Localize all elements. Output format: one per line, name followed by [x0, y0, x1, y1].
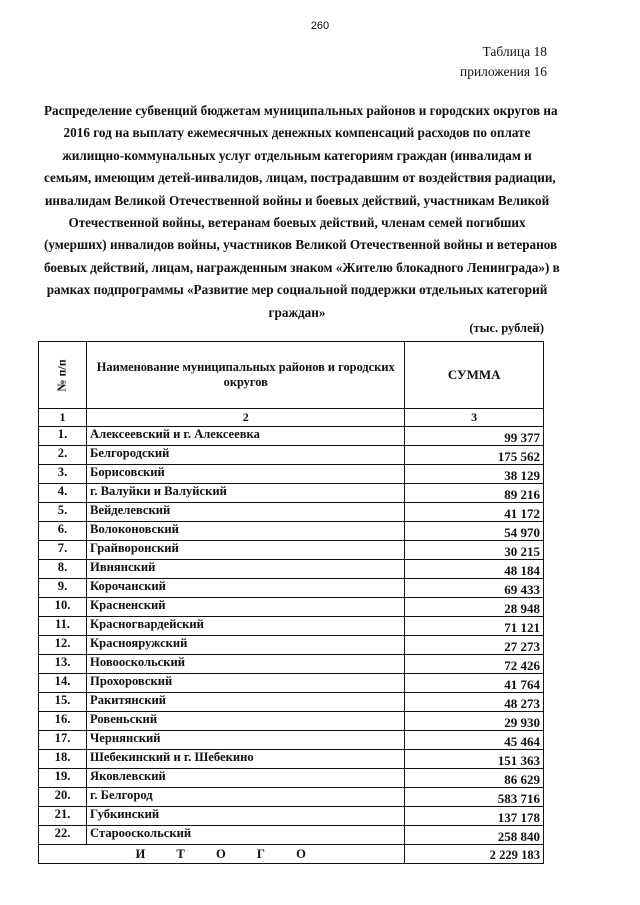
row-number: 11. [39, 617, 87, 636]
row-sum: 48 273 [405, 693, 544, 712]
title-line: Отечественной войны, ветеранам боевых действий, членам семей погибших [68, 215, 526, 231]
row-name: г. Белгород [87, 788, 405, 807]
row-name: Прохоровский [87, 674, 405, 693]
table-row [39, 674, 544, 693]
units-label: (тыс. рублей) [469, 321, 544, 335]
column-number-row [39, 409, 544, 427]
table-row [39, 579, 544, 598]
row-sum: 41 764 [405, 674, 544, 693]
row-sum: 71 121 [405, 617, 544, 636]
title-line: граждан» [268, 304, 326, 320]
row-name: Новооскольский [87, 655, 405, 674]
table-row [39, 465, 544, 484]
row-name: Старооскольский [87, 826, 405, 845]
row-name: Волоконовский [87, 522, 405, 541]
row-sum: 45 464 [405, 731, 544, 750]
row-sum: 28 948 [405, 598, 544, 617]
row-name: Корочанский [87, 579, 405, 598]
row-number: 1. [39, 427, 87, 446]
row-name: Губкинский [87, 807, 405, 826]
row-number: 17. [39, 731, 87, 750]
table-row [39, 484, 544, 503]
title-line: жилищно-коммунальных услуг отдельным категориям граждан (инвалидам и [62, 147, 532, 163]
column-number-3: 3 [405, 409, 544, 427]
row-number: 20. [39, 788, 87, 807]
header-name: Наименование муниципальных районов и городских округов [87, 342, 405, 409]
table-row [39, 750, 544, 769]
row-sum: 151 363 [405, 750, 544, 769]
row-sum: 30 215 [405, 541, 544, 560]
row-name: Шебекинский и г. Шебекино [87, 750, 405, 769]
row-name: Красногвардейский [87, 617, 405, 636]
table-row [39, 636, 544, 655]
table-row [39, 788, 544, 807]
table-row [39, 541, 544, 560]
row-number: 10. [39, 598, 87, 617]
column-number-2: 2 [87, 409, 405, 427]
row-number: 7. [39, 541, 87, 560]
row-sum: 99 377 [405, 427, 544, 446]
row-number: 3. [39, 465, 87, 484]
page-number: 260 [310, 20, 330, 32]
row-sum: 38 129 [405, 465, 544, 484]
table-row [39, 560, 544, 579]
table-body [39, 427, 544, 845]
row-name: Белгородский [87, 446, 405, 465]
row-number: 8. [39, 560, 87, 579]
table-row [39, 693, 544, 712]
row-sum: 86 629 [405, 769, 544, 788]
row-sum: 54 970 [405, 522, 544, 541]
row-sum: 29 930 [405, 712, 544, 731]
row-sum: 583 716 [405, 788, 544, 807]
total-row [39, 845, 544, 864]
subsidy-table [38, 341, 544, 864]
total-label: И Т О Г О [39, 845, 405, 864]
table-row [39, 769, 544, 788]
column-number-1: 1 [39, 409, 87, 427]
row-name: Чернянский [87, 731, 405, 750]
row-sum: 137 178 [405, 807, 544, 826]
table-caption: Таблица 18 [482, 44, 547, 59]
row-name: Вейделевский [87, 503, 405, 522]
table-row [39, 617, 544, 636]
row-number: 15. [39, 693, 87, 712]
title-line: рамках подпрограммы «Развитие мер социальной поддержки отдельных категорий [46, 282, 548, 298]
row-name: Ракитянский [87, 693, 405, 712]
table-row [39, 427, 544, 446]
header-num-label: № п/п [55, 358, 70, 392]
row-sum: 27 273 [405, 636, 544, 655]
row-name: г. Валуйки и Валуйский [87, 484, 405, 503]
row-number: 5. [39, 503, 87, 522]
table-row [39, 503, 544, 522]
document-title [44, 100, 560, 324]
header-num [39, 342, 87, 409]
row-number: 4. [39, 484, 87, 503]
row-name: Борисовский [87, 465, 405, 484]
table-row [39, 522, 544, 541]
row-number: 12. [39, 636, 87, 655]
row-sum: 41 172 [405, 503, 544, 522]
row-name: Грайворонский [87, 541, 405, 560]
row-name: Яковлевский [87, 769, 405, 788]
row-name: Ивнянский [87, 560, 405, 579]
table-row [39, 807, 544, 826]
table-row [39, 826, 544, 845]
header-sum: СУММА [405, 342, 544, 409]
row-sum: 72 426 [405, 655, 544, 674]
table-header-row [39, 342, 544, 409]
row-name: Ровеньский [87, 712, 405, 731]
table-row [39, 731, 544, 750]
row-sum: 175 562 [405, 446, 544, 465]
row-number: 6. [39, 522, 87, 541]
table-row [39, 446, 544, 465]
row-number: 21. [39, 807, 87, 826]
title-line: Распределение субвенций бюджетам муниципальных районов и городских округов на [44, 103, 558, 118]
row-number: 19. [39, 769, 87, 788]
row-number: 2. [39, 446, 87, 465]
row-number: 13. [39, 655, 87, 674]
title-line: семьям, имеющим детей-инвалидов, лицам, пострадавшим от воздействия радиации, [44, 170, 556, 186]
total-sum: 2 229 183 [405, 845, 544, 864]
row-name: Алексеевский и г. Алексеевка [87, 427, 405, 446]
row-number: 18. [39, 750, 87, 769]
appendix-caption: приложения 16 [459, 64, 547, 79]
table-row [39, 655, 544, 674]
table-row [39, 598, 544, 617]
title-line: боевых действий, лицам, награжденным знаком «Жителю блокадного Ленинграда») в [44, 259, 560, 275]
title-line: инвалидам Великой Отечественной войны и боевых действий, участникам Великой [44, 192, 550, 208]
row-number: 14. [39, 674, 87, 693]
row-name: Краснояружский [87, 636, 405, 655]
row-sum: 258 840 [405, 826, 544, 845]
row-sum: 89 216 [405, 484, 544, 503]
row-number: 16. [39, 712, 87, 731]
title-line: 2016 год на выплату ежемесячных денежных компенсаций расходов по оплате [63, 125, 531, 141]
table-row [39, 712, 544, 731]
row-number: 9. [39, 579, 87, 598]
row-number: 22. [39, 826, 87, 845]
row-sum: 48 184 [405, 560, 544, 579]
row-name: Красненский [87, 598, 405, 617]
title-line: (умерших) инвалидов войны, участников Великой Отечественной войны и ветеранов [44, 237, 558, 253]
row-sum: 69 433 [405, 579, 544, 598]
